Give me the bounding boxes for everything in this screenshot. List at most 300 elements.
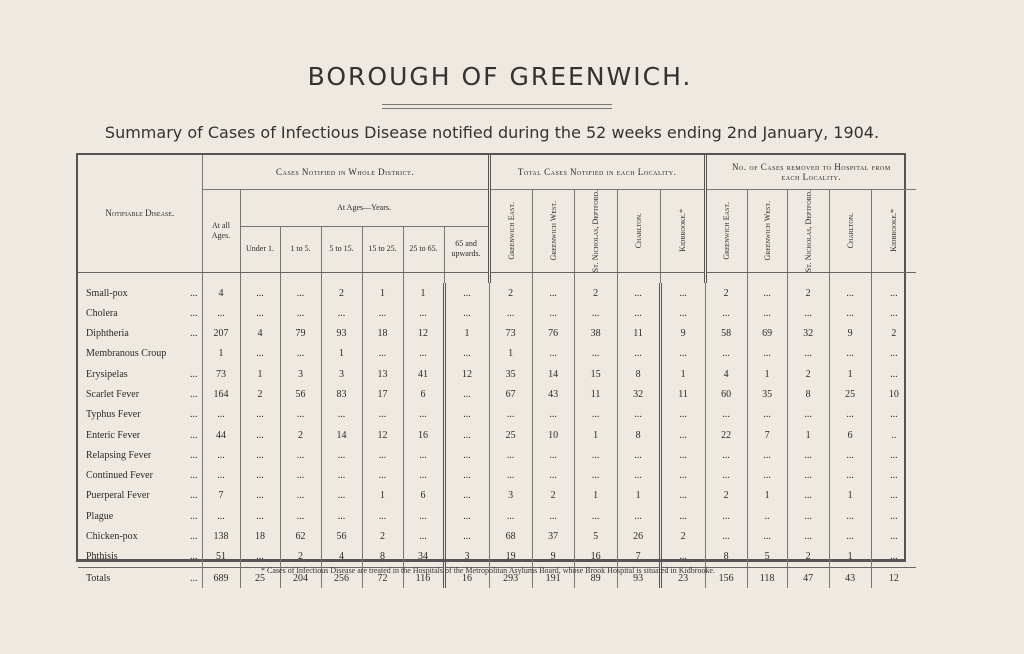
table-cell: 16	[574, 547, 617, 568]
table-cell: ...	[660, 547, 705, 568]
table-cell: ...	[617, 303, 660, 323]
table-cell: ...	[747, 303, 787, 323]
table-cell: 15	[574, 364, 617, 384]
table-cell: 1	[747, 364, 787, 384]
table-cell: 11	[660, 384, 705, 404]
disease-name: Diphtheria ...	[86, 328, 198, 340]
table-cell: 1	[403, 283, 444, 303]
table-cell: 1	[829, 364, 871, 384]
table-cell: 3	[280, 364, 321, 384]
table-cell: 2	[532, 486, 574, 506]
table-cell: 43	[829, 567, 871, 588]
divider-rule	[382, 104, 612, 105]
table-cell: ...	[787, 486, 829, 506]
locality-header-charlton: Charlton.	[617, 189, 660, 272]
table-cell: 73	[489, 324, 532, 344]
disease-name: Phthisis ...	[86, 551, 198, 563]
table-cell: ...	[240, 425, 280, 445]
disease-name: Scarlet Fever ...	[86, 389, 198, 401]
table-cell: ...	[574, 344, 617, 364]
table-cell: ...	[660, 344, 705, 364]
table-cell: ...	[362, 506, 403, 526]
table-cell: 8	[617, 425, 660, 445]
table-cell: ...	[489, 405, 532, 425]
table-cell: ...	[444, 344, 489, 364]
disease-name: Puerperal Fever ...	[86, 490, 198, 502]
table-cell: 8	[787, 384, 829, 404]
table-cell: 32	[617, 384, 660, 404]
table-cell: ...	[240, 405, 280, 425]
table-cell: ...	[202, 506, 240, 526]
table-cell: 18	[362, 324, 403, 344]
table-cell: ...	[660, 445, 705, 465]
table-cell: ...	[829, 466, 871, 486]
table-cell: ...	[787, 303, 829, 323]
table-cell: ...	[240, 445, 280, 465]
table-row	[78, 466, 916, 486]
table-cell: ...	[705, 405, 747, 425]
table-cell: 156	[705, 567, 747, 588]
table-cell: ...	[787, 526, 829, 546]
table-cell: ...	[532, 466, 574, 486]
table-cell: ..	[871, 425, 916, 445]
table-row	[78, 506, 916, 526]
table-cell: 689	[202, 567, 240, 588]
table-cell: 5	[574, 526, 617, 546]
table-cell: ...	[871, 526, 916, 546]
table-cell: ...	[403, 445, 444, 465]
table-cell: 93	[617, 567, 660, 588]
table-cell: ...	[660, 466, 705, 486]
table-cell: 1	[489, 344, 532, 364]
table-cell: ...	[532, 405, 574, 425]
total-locality-header: Total Cases Notified in each Locality.	[489, 155, 705, 189]
table-row	[78, 344, 916, 364]
table-cell: ...	[280, 486, 321, 506]
table-cell: 37	[532, 526, 574, 546]
table-cell: 13	[362, 364, 403, 384]
table-cell: ...	[787, 506, 829, 526]
table-cell: ...	[240, 283, 280, 303]
locality-header-greenwich-west: Greenwich West.	[532, 189, 574, 272]
table-cell: ...	[489, 445, 532, 465]
table-cell: 2	[280, 547, 321, 568]
table-cell: 11	[617, 324, 660, 344]
table-cell: 44	[202, 425, 240, 445]
table-cell: 1	[747, 486, 787, 506]
table-cell: 16	[403, 425, 444, 445]
table-cell: ...	[362, 303, 403, 323]
table-cell: ...	[362, 344, 403, 364]
table-cell: 138	[202, 526, 240, 546]
removed-hospital-header: No. of Cases removed to Hospital from each Locality.	[705, 155, 916, 189]
table-cell: ...	[444, 425, 489, 445]
disease-name: Totals ...	[78, 567, 202, 588]
table-cell: ...	[617, 283, 660, 303]
table-cell: 25	[829, 384, 871, 404]
table-cell: ...	[829, 405, 871, 425]
table-cell: ...	[362, 405, 403, 425]
table-cell: 1	[321, 344, 362, 364]
table-cell: 293	[489, 567, 532, 588]
table-cell: 1	[829, 486, 871, 506]
table-cell: ...	[444, 445, 489, 465]
table-cell: 1	[787, 425, 829, 445]
table-row	[78, 547, 916, 568]
table-cell: 68	[489, 526, 532, 546]
age-header: 15 to 25.	[362, 226, 403, 272]
table-cell: ...	[202, 445, 240, 465]
table-cell: ...	[787, 344, 829, 364]
table-cell: 60	[705, 384, 747, 404]
table-cell: 51	[202, 547, 240, 568]
table-cell: ...	[660, 506, 705, 526]
table-cell: ...	[280, 405, 321, 425]
table-cell: ...	[871, 486, 916, 506]
table-cell: 4	[705, 364, 747, 384]
table-cell: 1	[574, 486, 617, 506]
table-cell: 12	[444, 364, 489, 384]
table-cell: 2	[787, 283, 829, 303]
table-cell: ...	[574, 303, 617, 323]
table-cell: ..	[747, 506, 787, 526]
table-cell: 8	[362, 547, 403, 568]
table-cell: 83	[321, 384, 362, 404]
table-cell: 73	[202, 364, 240, 384]
age-header: 65 and upwards.	[444, 226, 489, 272]
table-cell: 79	[280, 324, 321, 344]
page-subtitle: Summary of Cases of Infectious Disease notified during the 52 weeks ending 2nd January, 1904.	[104, 123, 880, 142]
table-cell: ...	[403, 344, 444, 364]
disease-name: Cholera ...	[86, 307, 198, 319]
all-ages-header: At all Ages.	[202, 189, 240, 272]
table-cell: ...	[444, 526, 489, 546]
disease-name: Chicken-pox ...	[86, 531, 198, 542]
table-cell: 2	[787, 547, 829, 568]
age-header: Under 1.	[240, 226, 280, 272]
table-cell: ...	[574, 506, 617, 526]
table-cell: 69	[747, 324, 787, 344]
table-cell: ...	[871, 303, 916, 323]
table-cell: ...	[705, 344, 747, 364]
table-cell: 35	[489, 364, 532, 384]
disease-name: Typhus Fever ...	[86, 409, 198, 421]
table-cell: ...	[532, 445, 574, 465]
table-cell: 72	[362, 567, 403, 588]
table-cell: 19	[489, 547, 532, 568]
table-cell: 164	[202, 384, 240, 404]
table-cell: ...	[321, 405, 362, 425]
table-cell: ...	[660, 405, 705, 425]
hospital-header-greenwich-west: Greenwich West.	[747, 189, 787, 272]
table-cell: ...	[617, 466, 660, 486]
table-cell: 12	[871, 567, 916, 588]
locality-header-greenwich-east: Greenwich East.	[489, 189, 532, 272]
table-cell: 1	[829, 547, 871, 568]
table-cell: 1	[362, 486, 403, 506]
table-cell: 3	[321, 364, 362, 384]
table-cell: 7	[747, 425, 787, 445]
table-cell: 34	[403, 547, 444, 568]
table-cell: 116	[403, 567, 444, 588]
table-cell: 76	[532, 324, 574, 344]
footnote: * Cases of Infectious Disease are treated in the Hospitals of the Metropolitan Asylums Board, whose Brook Hospital is situated in Kidbrooke.	[261, 566, 715, 575]
table-cell: ...	[705, 445, 747, 465]
table-cell: 191	[532, 567, 574, 588]
table-cell: 1	[617, 486, 660, 506]
table-cell: ...	[280, 303, 321, 323]
table-cell: ...	[321, 445, 362, 465]
table-cell: ...	[617, 405, 660, 425]
table-cell: 25	[489, 425, 532, 445]
table-cell: 3	[444, 547, 489, 568]
table-cell: 4	[321, 547, 362, 568]
table-cell: 2	[362, 526, 403, 546]
table-row	[78, 324, 916, 344]
spacer-row	[78, 272, 916, 283]
table-cell: ...	[403, 466, 444, 486]
table-cell: 14	[532, 364, 574, 384]
table-cell: ...	[202, 405, 240, 425]
table-cell: 207	[202, 324, 240, 344]
table-cell: ...	[444, 466, 489, 486]
table-cell: ...	[240, 486, 280, 506]
table-cell: 4	[240, 324, 280, 344]
table-cell: 43	[532, 384, 574, 404]
hospital-header-charlton: Charlton.	[829, 189, 871, 272]
table-cell: ...	[871, 466, 916, 486]
table-cell: 62	[280, 526, 321, 546]
table-row	[78, 526, 916, 546]
age-header: 1 to 5.	[280, 226, 321, 272]
table-cell: 1	[660, 364, 705, 384]
table-cell: ...	[829, 526, 871, 546]
table-cell: 67	[489, 384, 532, 404]
table-cell: 11	[574, 384, 617, 404]
table-cell: 9	[660, 324, 705, 344]
table-cell: ...	[444, 283, 489, 303]
table-cell: 38	[574, 324, 617, 344]
table-cell: 7	[617, 547, 660, 568]
table-cell: ...	[403, 526, 444, 546]
table-cell: ...	[660, 303, 705, 323]
table-cell: ...	[280, 466, 321, 486]
table-cell: ...	[705, 506, 747, 526]
table-row	[78, 303, 916, 323]
hospital-header-greenwich-east: Greenwich East.	[705, 189, 747, 272]
table-cell: ...	[532, 344, 574, 364]
table-cell: 32	[787, 324, 829, 344]
table-cell: 23	[660, 567, 705, 588]
table-cell: 35	[747, 384, 787, 404]
table-cell: ...	[617, 506, 660, 526]
table-cell: ...	[280, 445, 321, 465]
table-cell: ...	[829, 283, 871, 303]
table-cell: ...	[403, 506, 444, 526]
table-row	[78, 384, 916, 404]
table-cell: ...	[362, 466, 403, 486]
table-cell: ...	[489, 303, 532, 323]
table-cell: ...	[660, 486, 705, 506]
table-cell: 118	[747, 567, 787, 588]
table-cell: 2	[787, 364, 829, 384]
table-cell: 2	[240, 384, 280, 404]
age-header: 5 to 15.	[321, 226, 362, 272]
disease-column-header: Notifiable Disease.	[78, 155, 202, 272]
table-cell: ...	[660, 283, 705, 303]
table-cell: ...	[747, 526, 787, 546]
table-cell: ...	[574, 405, 617, 425]
table-cell: ...	[403, 405, 444, 425]
table-cell: 8	[705, 547, 747, 568]
table-cell: 10	[871, 384, 916, 404]
table-cell: ...	[871, 506, 916, 526]
table-cell: 18	[240, 526, 280, 546]
table-cell: ...	[747, 445, 787, 465]
table-cell: ...	[787, 466, 829, 486]
table-cell: ...	[321, 466, 362, 486]
table-cell: ...	[444, 303, 489, 323]
table-cell: ...	[617, 344, 660, 364]
table-cell: 26	[617, 526, 660, 546]
table-cell: ...	[240, 547, 280, 568]
table-cell: ...	[871, 283, 916, 303]
table-cell: ...	[747, 405, 787, 425]
table-row	[78, 364, 916, 384]
table-cell: ...	[489, 506, 532, 526]
table-row	[78, 283, 916, 303]
disease-name: Plague ...	[86, 510, 198, 522]
table-cell: ...	[280, 283, 321, 303]
table-cell: 6	[403, 486, 444, 506]
table-cell: ...	[202, 303, 240, 323]
table-cell: ...	[280, 344, 321, 364]
table-cell: 2	[705, 486, 747, 506]
table-cell: 12	[362, 425, 403, 445]
table-cell: 47	[787, 567, 829, 588]
locality-header-st-nicholas: St. Nicholas, Deptford.	[574, 189, 617, 272]
table-cell: ...	[240, 303, 280, 323]
table-cell: ...	[787, 405, 829, 425]
table-cell: 16	[444, 567, 489, 588]
divider-rule	[382, 108, 612, 109]
table-cell: ...	[705, 526, 747, 546]
disease-name: Relapsing Fever ...	[86, 449, 198, 461]
disease-name: Erysipelas ...	[86, 368, 198, 380]
table-cell: ...	[829, 506, 871, 526]
table-cell: ...	[202, 466, 240, 486]
disease-name: Membranous Croup	[86, 348, 167, 360]
table-cell: 204	[280, 567, 321, 588]
table-cell: ...	[532, 303, 574, 323]
table-cell: 2	[871, 324, 916, 344]
table-cell: 10	[532, 425, 574, 445]
table-cell: ...	[617, 445, 660, 465]
table-cell: 1	[240, 364, 280, 384]
table-cell: 4	[202, 283, 240, 303]
table-cell: ...	[240, 344, 280, 364]
table-cell: 1	[574, 425, 617, 445]
table-cell: ...	[444, 405, 489, 425]
table-cell: ...	[871, 344, 916, 364]
table-cell: ...	[574, 445, 617, 465]
table-cell: 1	[362, 283, 403, 303]
table-cell: 7	[202, 486, 240, 506]
hospital-header-st-nicholas: St. Nicholas, Deptford.	[787, 189, 829, 272]
table-cell: 17	[362, 384, 403, 404]
table-cell: 2	[321, 283, 362, 303]
table-cell: ...	[321, 486, 362, 506]
table-cell: ...	[747, 466, 787, 486]
age-header: 25 to 65.	[403, 226, 444, 272]
table-cell: ...	[532, 506, 574, 526]
table-row	[78, 425, 916, 445]
table-cell: 58	[705, 324, 747, 344]
table-cell: 1	[202, 344, 240, 364]
table-cell: 3	[489, 486, 532, 506]
table-cell: 1	[444, 324, 489, 344]
table-cell: ...	[871, 405, 916, 425]
table-cell: 2	[574, 283, 617, 303]
table-cell: ...	[403, 303, 444, 323]
table-cell: 12	[403, 324, 444, 344]
table-row	[78, 445, 916, 465]
table-cell: ...	[444, 384, 489, 404]
locality-header-kidbrooke: Kidbrooke.*	[660, 189, 705, 272]
table-cell: ...	[829, 344, 871, 364]
table-cell: ...	[705, 466, 747, 486]
table-cell: ...	[444, 506, 489, 526]
table-cell: 56	[321, 526, 362, 546]
table-cell: ...	[747, 283, 787, 303]
whole-district-header: Cases Notified in Whole District.	[202, 155, 489, 189]
table-row	[78, 486, 916, 506]
ages-years-header: At Ages—Years.	[240, 189, 489, 226]
table-cell: ...	[574, 466, 617, 486]
table-cell: 2	[705, 283, 747, 303]
table-cell: ...	[240, 466, 280, 486]
disease-name: Enteric Fever ...	[86, 429, 198, 441]
table-cell: ...	[829, 303, 871, 323]
table-cell: 256	[321, 567, 362, 588]
table-cell: ...	[321, 506, 362, 526]
table-cell: 6	[829, 425, 871, 445]
page-title: BOROUGH OF GREENWICH.	[307, 62, 693, 91]
table-cell: ...	[489, 466, 532, 486]
hospital-header-kidbrooke: Kidbrooke.*	[871, 189, 916, 272]
table-cell: ...	[444, 486, 489, 506]
table-body	[78, 272, 916, 588]
table-cell: 9	[829, 324, 871, 344]
table-cell: ...	[787, 445, 829, 465]
table-cell: 5	[747, 547, 787, 568]
table-cell: 9	[532, 547, 574, 568]
table-cell: ...	[871, 364, 916, 384]
table-cell: ...	[362, 445, 403, 465]
table-cell: 8	[617, 364, 660, 384]
table-cell: 93	[321, 324, 362, 344]
table-cell: ...	[829, 445, 871, 465]
table-cell: 56	[280, 384, 321, 404]
disease-name: Small-pox ...	[86, 287, 198, 299]
table-cell: ...	[705, 303, 747, 323]
table-cell: ...	[240, 506, 280, 526]
disease-name: Continued Fever ...	[86, 470, 198, 482]
table-cell: ...	[321, 303, 362, 323]
table-cell: 25	[240, 567, 280, 588]
table-cell: ...	[871, 547, 916, 568]
table-cell: ...	[532, 283, 574, 303]
